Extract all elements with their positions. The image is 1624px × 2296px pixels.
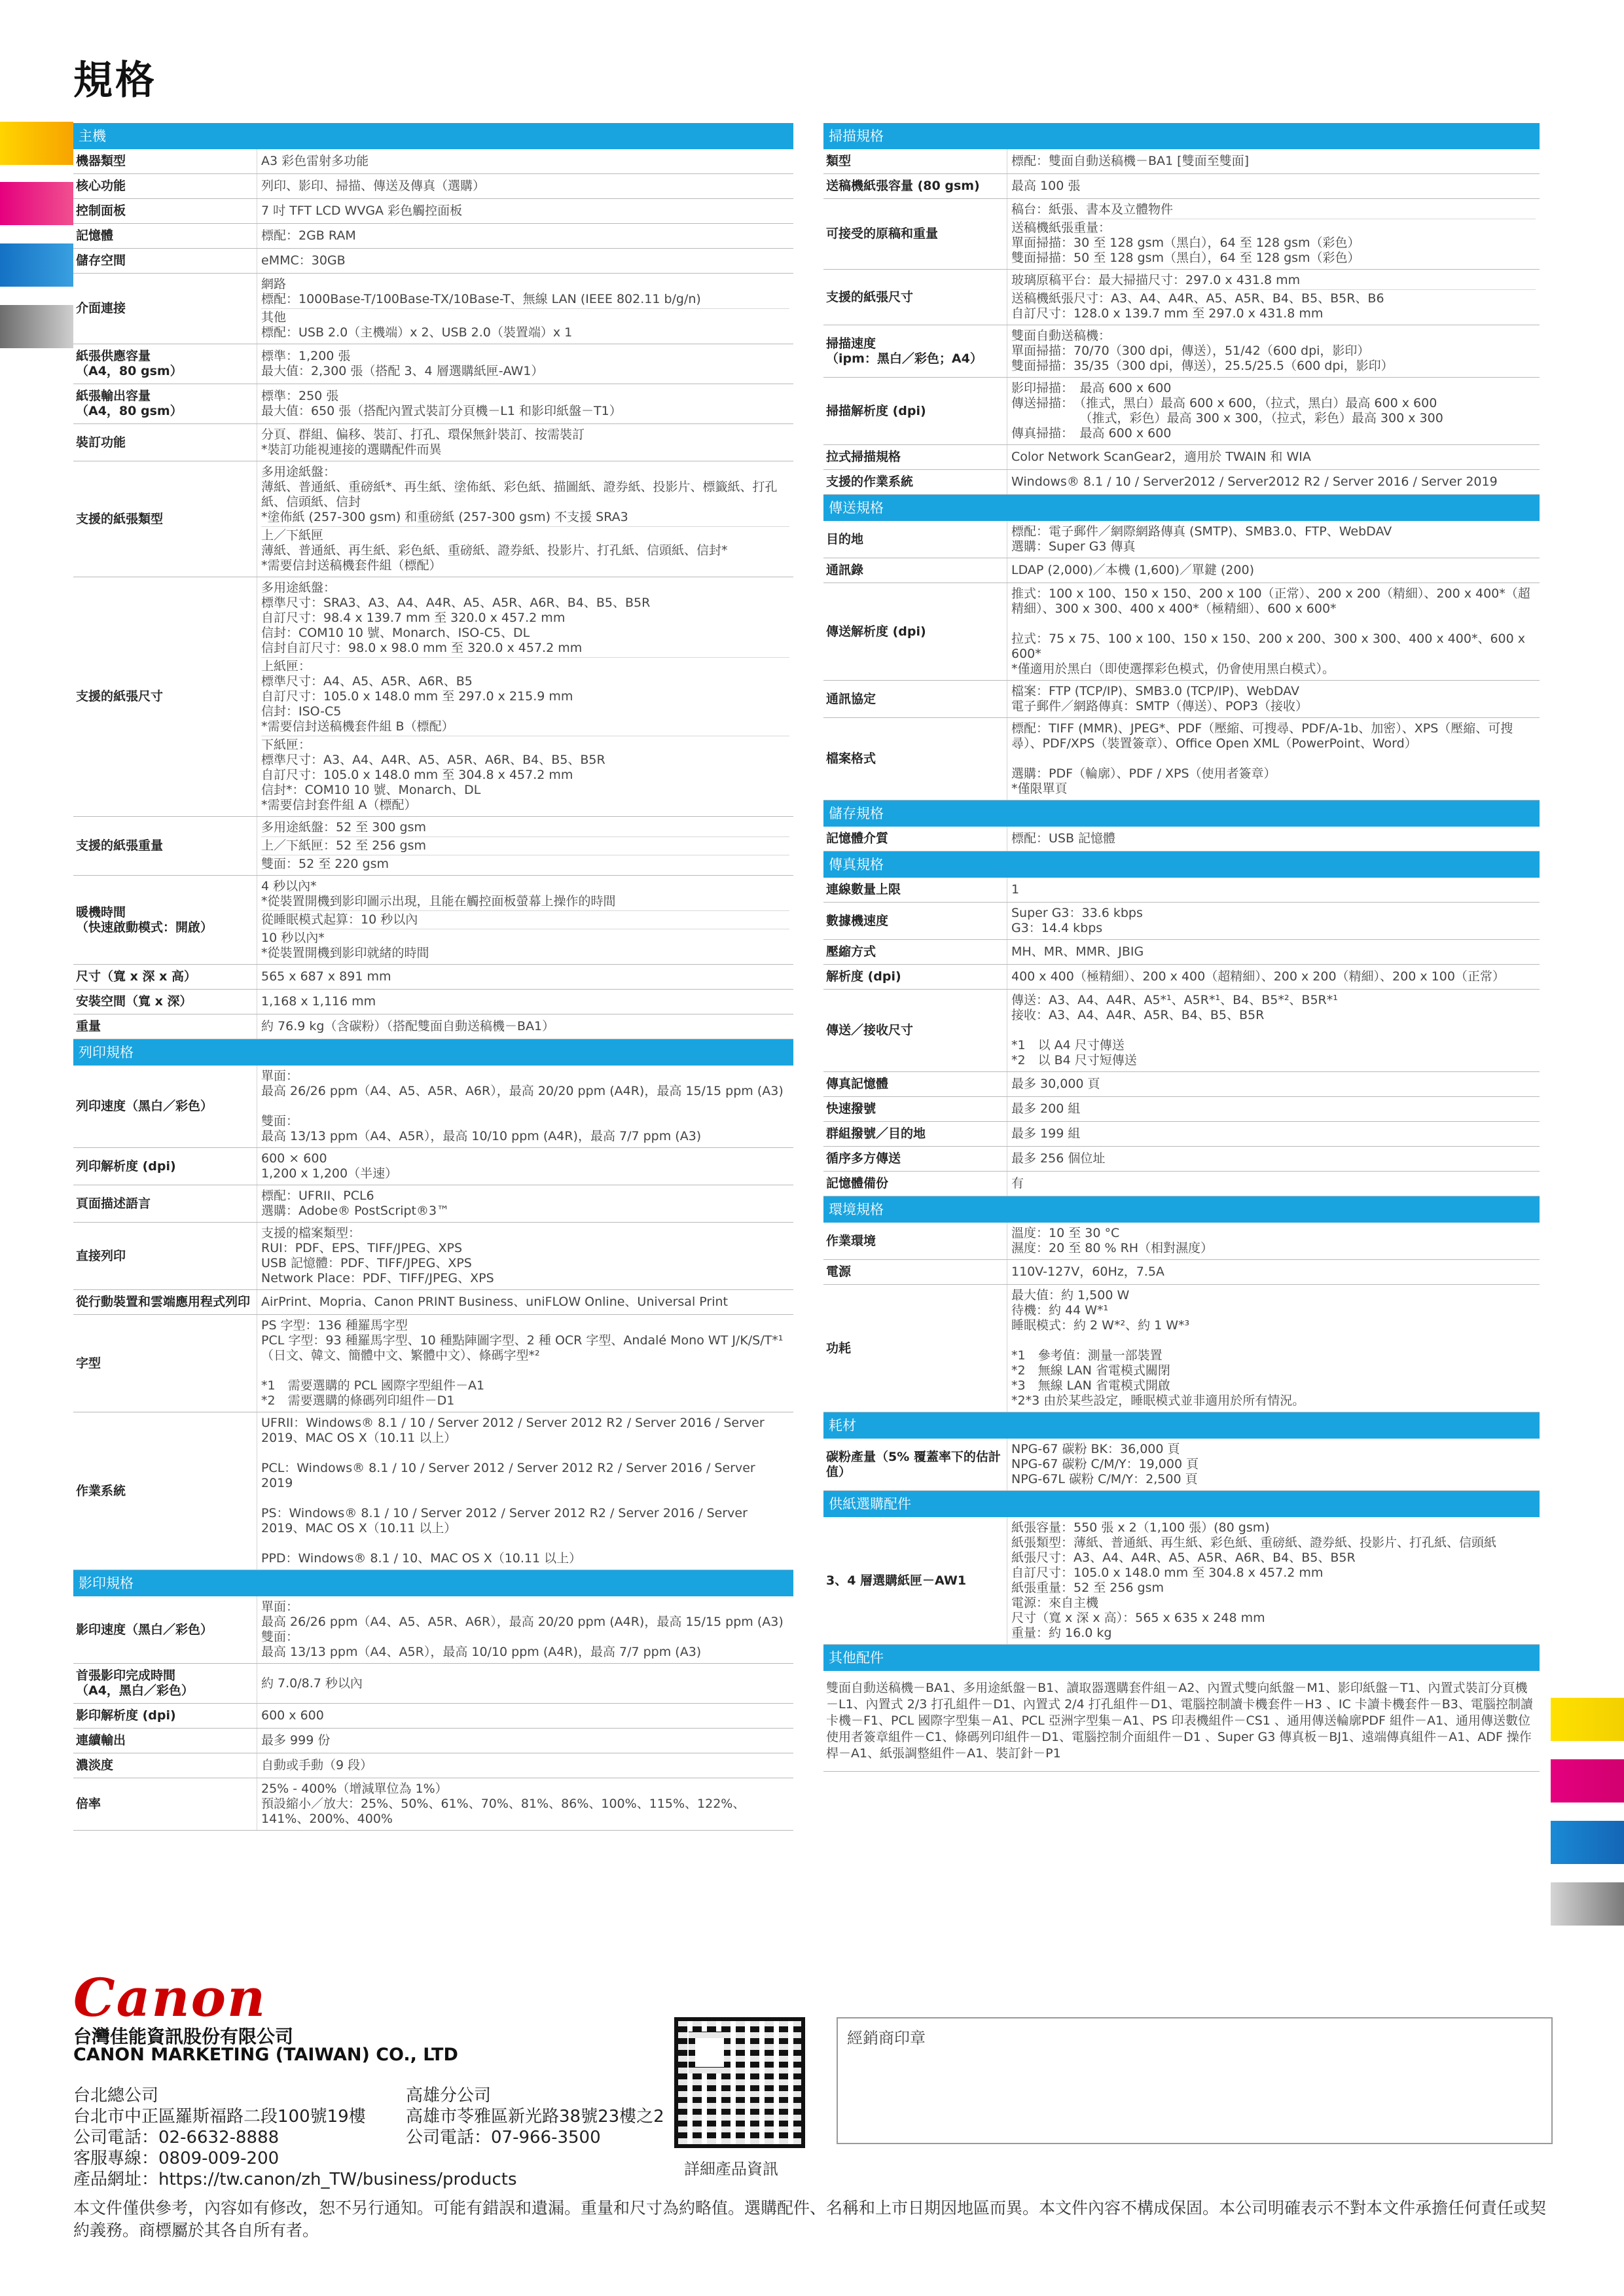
spec-value-line: 紙張容量：550 張 x 2（1,100 張）(80 gsm) 紙張類型：薄紙、普通紙、再生紙、彩色紙、重磅紙、證券紙、投影片、打孔紙、信頭紙 紙張尺寸：A3、A4、A4R、A5、A5R、A6R、B4、B5、B5R 自訂尺寸：105.0 x 148.0 mm 至 304.8 x 457.2 mm 紙張重量：52 至 256 gsm 電源：來自主機 尺寸（寬 x 深 x 高）：565 x 635 x 248 mm 重量：約 16.0 kg <box>1011 1520 1497 1640</box>
section-header: 傳真規格 <box>823 852 1540 878</box>
spec-label: 支援的紙張重量 <box>73 817 257 875</box>
spec-value <box>1007 681 1540 717</box>
spec-value-line: 標配：2GB RAM <box>261 228 356 243</box>
spec-value <box>257 1704 793 1728</box>
spec-value <box>257 384 793 423</box>
spec-value <box>257 1185 793 1222</box>
spec-label: 從行動裝置和雲端應用程式列印 <box>73 1290 257 1314</box>
spec-row <box>823 1439 1540 1491</box>
spec-value <box>257 1778 793 1830</box>
spec-value-line: 標配：雙面自動送稿機－BA1 [雙面至雙面] <box>1011 154 1249 168</box>
spec-value <box>1007 378 1540 444</box>
spec-row <box>823 1260 1540 1285</box>
spec-label: 記憶體備份 <box>823 1172 1007 1196</box>
spec-label: 作業系統 <box>73 1412 257 1570</box>
spec-label: 尺寸（寬 x 深 x 高） <box>73 965 257 989</box>
spec-label: 送稿機紙張容量 (80 gsm) <box>823 174 1007 198</box>
spec-value-line: Color Network ScanGear2，適用於 TWAIN 和 WIA <box>1011 450 1311 464</box>
spec-row <box>73 274 793 344</box>
color-tab-yellow <box>0 122 73 165</box>
spec-label: 倍率 <box>73 1778 257 1830</box>
spec-value <box>1007 1122 1540 1146</box>
spec-row <box>823 903 1540 940</box>
spec-row <box>73 1729 793 1753</box>
section-header: 耗材 <box>823 1412 1540 1439</box>
spec-value-line: 600 × 600 1,200 x 1,200（半速） <box>261 1151 398 1181</box>
spec-value <box>1007 1260 1540 1284</box>
spec-label: 裝訂功能 <box>73 424 257 461</box>
section-header: 主機 <box>73 123 793 149</box>
spec-value <box>257 876 793 964</box>
spec-value-line: 網路 標配：1000Base-T/100Base-TX/10Base-T、無線 LAN (IEEE 802.11 b/g/n) <box>261 277 701 306</box>
spec-row <box>823 378 1540 445</box>
spec-value-line: A3 彩色雷射多功能 <box>261 154 369 168</box>
spec-label: 連線數量上限 <box>823 878 1007 902</box>
disclaimer: 本文件僅供參考，內容如有修改，恕不另行通知。可能有錯誤和遺漏。重量和尺寸為約略值。選購配件、名稱和上市日期因地區而異。本文件內容不構成保固。本公司明確表示不對本文件承擔任何責任或契約義務。商標屬於其各自所有者。 <box>73 2198 1547 2240</box>
spec-row <box>823 1172 1540 1196</box>
spec-value-line: 標準：1,200 張 最大值：2,300 張（搭配 3、4 層選購紙匣-AW1） <box>261 349 544 378</box>
spec-row <box>823 558 1540 583</box>
spec-row <box>73 1066 793 1148</box>
spec-value <box>1007 199 1540 269</box>
spec-value <box>257 1290 793 1314</box>
spec-value <box>257 424 793 461</box>
spec-row <box>73 1014 793 1039</box>
spec-row <box>823 878 1540 903</box>
spec-value <box>1007 583 1540 680</box>
spec-value-line: 自動或手動（9 段） <box>261 1758 373 1772</box>
spec-value-line: 推式：100 x 100、150 x 150、200 x 100（正常）、200 x 200（精細）、200 x 400*（超精細）、300 x 300、400 x 400*（極精細）、600 x 600* 拉式：75 x 75、100 x 100、150 x 150、200 x 200、300 x 300、400 x 400*、600 x 600* *僅適用於黑白（即使選擇彩色模式，仍會使用黑白模式）。 <box>1011 586 1530 676</box>
spec-label: 首張影印完成時間 （A4，黑白／彩色） <box>73 1664 257 1703</box>
spec-value-line: 最大值：約 1,500 W 待機：約 44 W*¹ 睡眠模式：約 2 W*²、約 1 W*³ *1 參考值：測量一部裝置 *2 無線 LAN 省電模式關閉 *3 無線 LAN 省電模式開啟 *2*3 由於某些設定，睡眠模式並非適用於所有情況。 <box>1011 1288 1305 1408</box>
spec-value-line: 最多 256 個位址 <box>1011 1151 1106 1166</box>
spec-value <box>1007 445 1540 469</box>
spec-value-line: 最多 30,000 頁 <box>1011 1077 1100 1091</box>
spec-row <box>73 199 793 224</box>
service-info: 客服專線：0809-009-200 產品網址：https://tw.canon/zh_TW/business/products <box>73 2149 517 2189</box>
spec-value <box>1007 827 1540 851</box>
kaohsiung-office: 高雄分公司 高雄市苓雅區新光路38號23樓之2 公司電話：07-966-3500 <box>406 2086 664 2147</box>
spec-value <box>257 461 793 577</box>
spec-value <box>1007 470 1540 494</box>
spec-value <box>257 1729 793 1753</box>
spec-label: 通訊協定 <box>823 681 1007 717</box>
spec-row <box>73 1596 793 1664</box>
spec-row <box>73 1704 793 1729</box>
spec-label: 安裝空間（寬 x 深） <box>73 990 257 1014</box>
spec-label: 壓縮方式 <box>823 940 1007 964</box>
spec-row <box>73 1223 793 1290</box>
spec-value-line: 影印掃描： 最高 600 x 600 傳送掃描： （推式，黑白）最高 600 x 600，（拉式，黑白）最高 600 x 600 （推式，彩色）最高 300 x 300，（拉式，彩色）最高 300 x 300 傳真掃描： 最高 600 x 600 <box>1011 381 1443 440</box>
spec-row <box>73 174 793 199</box>
spec-row <box>823 583 1540 681</box>
company-name-zh: 台灣佳能資訊股份有限公司 <box>73 2026 294 2047</box>
spec-label: 濃淡度 <box>73 1753 257 1778</box>
spec-row <box>73 965 793 990</box>
color-tab-blue <box>0 243 73 287</box>
spec-value <box>1007 878 1540 902</box>
spec-label: 功耗 <box>823 1285 1007 1412</box>
spec-value-line: eMMC：30GB <box>261 253 346 268</box>
spec-label: 儲存空間 <box>73 249 257 273</box>
spec-value-line: 上／下紙匣 薄紙、普通紙、再生紙、彩色紙、重磅紙、證券紙、投影片、打孔紙、信頭紙、信封* *需要信封送稿機套件組（標配） <box>261 526 789 575</box>
spec-value-line: 110V-127V，60Hz，7.5A <box>1011 1265 1164 1279</box>
spec-value-line: 雙面：52 至 220 gsm <box>261 855 789 873</box>
section-header: 其他配件 <box>823 1645 1540 1671</box>
spec-value-line: 最高 100 張 <box>1011 179 1081 193</box>
spec-value <box>257 965 793 989</box>
spec-value-line: 標配：UFRII、PCL6 選購：Adobe® PostScript®3™ <box>261 1189 450 1218</box>
spec-value-line: 有 <box>1011 1176 1024 1191</box>
spec-row <box>823 965 1540 990</box>
spec-row <box>823 1147 1540 1172</box>
spec-value-line: 600 x 600 <box>261 1708 324 1723</box>
spec-label: 紙張供應容量 （A4，80 gsm） <box>73 344 257 384</box>
spec-value-line: 送稿機紙張尺寸：A3、A4、A4R、A5、A5R、B4、B5、B5R、B6 自訂尺寸：128.0 x 139.7 mm 至 297.0 x 431.8 mm <box>1011 289 1536 323</box>
spec-value-line: 送稿機紙張重量： 單面掃描：30 至 128 gsm（黑白），64 至 128 gsm（彩色） 雙面掃描：50 至 128 gsm（黑白），64 至 128 gsm（彩色） <box>1011 219 1536 267</box>
spec-value <box>257 577 793 816</box>
spec-label: 群組撥號／目的地 <box>823 1122 1007 1146</box>
spec-row <box>73 1664 793 1704</box>
spec-value <box>257 1223 793 1289</box>
section-header: 列印規格 <box>73 1039 793 1066</box>
spec-value-line: 4 秒以內* *從裝置開機到影印圖示出現，且能在觸控面板螢幕上操作的時間 <box>261 879 616 908</box>
spec-row <box>823 940 1540 965</box>
spec-value-line: 多用途紙盤：52 至 300 gsm <box>261 820 427 834</box>
page-title: 規格 <box>73 58 157 103</box>
spec-value-line: 標配：電子郵件／網際網路傳真 (SMTP)、SMB3.0、FTP、WebDAV 選購：Super G3 傳真 <box>1011 524 1392 554</box>
color-tab-gray-right <box>1551 1882 1624 1926</box>
spec-value-line: MH、MR、MMR、JBIG <box>1011 944 1144 959</box>
spec-row <box>73 1148 793 1185</box>
spec-value <box>257 344 793 384</box>
spec-value <box>257 817 793 875</box>
spec-label: 連續輸出 <box>73 1729 257 1753</box>
spec-label: 傳真記憶體 <box>823 1072 1007 1096</box>
spec-value-line: PS 字型：136 種羅馬字型 PCL 字型：93 種羅馬字型、10 種點陣圖字型、2 種 OCR 字型、Andalé Mono WT J/K/S/T*¹（日文、韓文、簡體中文、繁體中文）、條碼字型*² *1 需要選購的 PCL 國際字型組件－A1 *2 需要選購的條碼列印組件－D1 <box>261 1318 784 1408</box>
spec-value <box>1007 149 1540 173</box>
spec-value-line: 約 7.0/8.7 秒以內 <box>261 1676 363 1691</box>
spec-value-line: 約 76.9 kg（含碳粉）（搭配雙面自動送稿機－BA1） <box>261 1019 555 1033</box>
spec-label: 列印解析度 (dpi) <box>73 1148 257 1185</box>
spec-value <box>1007 1097 1540 1121</box>
spec-label: 目的地 <box>823 521 1007 558</box>
spec-row <box>823 270 1540 325</box>
spec-value-line: AirPrint、Mopria、Canon PRINT Business、uniFLOW Online、Universal Print <box>261 1295 728 1309</box>
spec-row <box>73 1315 793 1412</box>
spec-label: 電源 <box>823 1260 1007 1284</box>
spec-row <box>73 876 793 965</box>
spec-value <box>1007 325 1540 377</box>
spec-value-line: 列印、影印、掃描、傳送及傳真（選購） <box>261 179 486 193</box>
spec-label: 循序多方傳送 <box>823 1147 1007 1171</box>
spec-value <box>257 990 793 1014</box>
spec-row <box>823 827 1540 852</box>
spec-row <box>823 445 1540 470</box>
spec-label: 數據機速度 <box>823 903 1007 939</box>
color-tab-blue-right <box>1551 1821 1624 1864</box>
section-header: 供紙選購配件 <box>823 1491 1540 1517</box>
spec-row <box>823 1122 1540 1147</box>
spec-value <box>1007 1172 1540 1196</box>
spec-value <box>1007 990 1540 1071</box>
spec-value <box>257 274 793 344</box>
spec-value-line: 25% - 400%（增減單位為 1%） 預設縮小／放大：25%、50%、61%、70%、81%、86%、100%、115%、122%、141%、200%、400% <box>261 1782 746 1826</box>
spec-label: 傳送／接收尺寸 <box>823 990 1007 1071</box>
spec-label: 掃描解析度 (dpi) <box>823 378 1007 444</box>
spec-row <box>823 1223 1540 1260</box>
spec-value-line: 單面： 最高 26/26 ppm（A4、A5、A5R、A6R），最高 20/20 ppm (A4R)，最高 15/15 ppm (A3) 雙面： 最高 13/13 ppm（A4、A5R），最高 10/10 ppm (A4R)，最高 7/7 ppm (A3) <box>261 1069 784 1143</box>
spec-value-line: 10 秒以內* *從裝置開機到影印就緒的時間 <box>261 929 789 962</box>
spec-row <box>823 149 1540 174</box>
spec-value-line: 稿台：紙張、書本及立體物件 <box>1011 202 1174 217</box>
left-spec-column <box>73 123 793 1831</box>
dealer-stamp-box <box>837 2017 1553 2144</box>
spec-row <box>73 1290 793 1315</box>
spec-label: 記憶體 <box>73 224 257 248</box>
spec-value <box>257 1664 793 1703</box>
spec-value <box>1007 1285 1540 1412</box>
spec-value <box>257 1315 793 1412</box>
spec-row <box>823 199 1540 270</box>
spec-row <box>73 1412 793 1570</box>
spec-value-line: 上／下紙匣：52 至 256 gsm <box>261 836 789 855</box>
spec-value <box>1007 1517 1540 1644</box>
spec-label: 解析度 (dpi) <box>823 965 1007 989</box>
spec-value <box>257 1014 793 1039</box>
spec-value <box>1007 270 1540 325</box>
spec-row <box>73 990 793 1014</box>
dealer-stamp-label: 經銷商印章 <box>847 2029 926 2047</box>
spec-value-line: Super G3：33.6 kbps G3：14.4 kbps <box>1011 906 1143 935</box>
spec-label: 支援的紙張類型 <box>73 461 257 577</box>
spec-value <box>1007 1147 1540 1171</box>
spec-value-line: 最多 200 組 <box>1011 1102 1081 1116</box>
qr-label: 詳細產品資訊 <box>684 2160 778 2178</box>
section-header: 儲存規格 <box>823 800 1540 827</box>
taipei-office: 台北總公司 台北市中正區羅斯福路二段100號19樓 公司電話：02-6632-8888 <box>73 2086 366 2147</box>
spec-value <box>257 1412 793 1570</box>
spec-label: 核心功能 <box>73 174 257 198</box>
spec-row <box>823 1072 1540 1097</box>
spec-row <box>823 521 1540 558</box>
spec-value <box>1007 1439 1540 1490</box>
spec-value-line: 支援的檔案類型： RUI：PDF、EPS、TIFF/JPEG、XPS USB 記憶體：PDF、TIFF/JPEG、XPS Network Place：PDF、TIFF/JPEG、XPS <box>261 1226 494 1285</box>
spec-label: 快速撥號 <box>823 1097 1007 1121</box>
spec-label: 傳送解析度 (dpi) <box>823 583 1007 680</box>
spec-label: 記憶體介質 <box>823 827 1007 851</box>
color-tab-magenta-right <box>1551 1759 1624 1803</box>
spec-label: 拉式掃描規格 <box>823 445 1007 469</box>
spec-label: 類型 <box>823 149 1007 173</box>
spec-label: 介面連接 <box>73 274 257 344</box>
spec-row <box>73 461 793 577</box>
spec-row <box>823 990 1540 1072</box>
spec-label: 支援的作業系統 <box>823 470 1007 494</box>
spec-row <box>73 224 793 249</box>
spec-row <box>823 325 1540 378</box>
spec-value <box>1007 718 1540 800</box>
spec-label: 可接受的原稿和重量 <box>823 199 1007 269</box>
spec-value <box>257 174 793 198</box>
spec-label: 支援的紙張尺寸 <box>823 270 1007 325</box>
spec-value-line: 7 吋 TFT LCD WVGA 彩色觸控面板 <box>261 204 463 218</box>
spec-label: 機器類型 <box>73 149 257 173</box>
spec-value-line: 最多 999 份 <box>261 1733 331 1748</box>
spec-value-line: UFRII：Windows® 8.1 / 10 / Server 2012 / Server 2012 R2 / Server 2016 / Server 2019、MAC OS X（10.11 以上） PCL：Windows® 8.1 / 10 / Server 2012 / Server 2012 R2 / Server 2016 / Server 2019 PS：Windows® 8.1 / 10 / Server 2012 / Server 2012 R2 / Server 2016 / Server 2019、MAC OS X（10.11 以上） PPD：Windows® 8.1 / 10、MAC OS X（10.11 以上） <box>261 1416 765 1566</box>
spec-value-line: 玻璃原稿平台：最大掃描尺寸：297.0 x 431.8 mm <box>1011 273 1301 287</box>
spec-value-line: 多用途紙盤： 標準尺寸：SRA3、A3、A4、A4R、A5、A5R、A6R、B4、B5、B5R 自訂尺寸：98.4 x 139.7 mm 至 320.0 x 457.2 mm 信封：COM10 10 號、Monarch、ISO-C5、DL 信封自訂尺寸：98.0 x 98.0 mm 至 320.0 x 457.2 mm <box>261 581 651 655</box>
section-header: 影印規格 <box>73 1570 793 1596</box>
spec-row <box>73 249 793 274</box>
spec-value-line: 傳送：A3、A4、A4R、A5*¹、A5R*¹、B4、B5*²、B5R*¹ 接收：A3、A4、A4R、A5R、B4、B5、B5R *1 以 A4 尺寸傳送 *2 以 B4 尺寸短傳送 <box>1011 993 1338 1067</box>
spec-label: 3、4 層選購紙匣－AW1 <box>823 1517 1007 1644</box>
spec-value <box>257 149 793 173</box>
spec-value <box>257 1596 793 1663</box>
section-header: 掃描規格 <box>823 123 1540 149</box>
spec-label: 直接列印 <box>73 1223 257 1289</box>
spec-value-line: 其他 標配：USB 2.0（主機端）x 2、USB 2.0（裝置端）x 1 <box>261 308 789 342</box>
spec-value-line: 單面： 最高 26/26 ppm（A4、A5、A5R、A6R），最高 20/20 ppm (A4R)，最高 15/15 ppm (A3) 雙面： 最高 13/13 ppm（A4、A5R），最高 10/10 ppm (A4R)，最高 7/7 ppm (A3) <box>261 1600 784 1659</box>
spec-value-line: 1 <box>1011 882 1020 897</box>
spec-value <box>1007 174 1540 198</box>
spec-value <box>1007 521 1540 558</box>
spec-label: 支援的紙張尺寸 <box>73 577 257 816</box>
spec-value <box>257 1753 793 1778</box>
spec-label: 影印解析度 (dpi) <box>73 1704 257 1728</box>
spec-value-line: 分頁、群組、偏移、裝訂、打孔、環保無針裝訂、按需裝訂 *裝訂功能視連接的選購配件而異 <box>261 427 585 457</box>
spec-value-line: 400 x 400（極精細）、200 x 400（超精細）、200 x 200（精細）、200 x 100（正常） <box>1011 969 1505 984</box>
spec-label: 作業環境 <box>823 1223 1007 1259</box>
spec-label: 碳粉產量（5% 覆蓋率下的估計值） <box>823 1439 1007 1490</box>
spec-row <box>823 718 1540 800</box>
spec-row <box>823 1285 1540 1412</box>
spec-label: 列印速度（黑白／彩色） <box>73 1066 257 1147</box>
canon-logo: Canon <box>73 1967 267 2028</box>
spec-row <box>73 424 793 461</box>
spec-row <box>73 817 793 876</box>
spec-value <box>257 1066 793 1147</box>
spec-row <box>823 470 1540 495</box>
spec-row <box>823 1097 1540 1122</box>
spec-row <box>73 577 793 817</box>
spec-value-line: 標準：250 張 最大值：650 張（搭配內置式裝訂分頁機－L1 和影印紙盤－T1） <box>261 389 622 418</box>
spec-value <box>1007 558 1540 583</box>
section-header: 環境規格 <box>823 1196 1540 1223</box>
spec-value-line: 檔案：FTP (TCP/IP)、SMB3.0 (TCP/IP)、WebDAV 電子郵件／網路傳真：SMTP（傳送）、POP3（接收） <box>1011 684 1308 713</box>
spec-label: 紙張輸出容量 （A4，80 gsm） <box>73 384 257 423</box>
spec-value <box>257 224 793 248</box>
spec-row <box>823 681 1540 718</box>
spec-label: 暖機時間 （快速啟動模式：開啟） <box>73 876 257 964</box>
spec-value-line: 下紙匣： 標準尺寸：A3、A4、A4R、A5、A5R、A6R、B4、B5、B5R 自訂尺寸：105.0 x 148.0 mm 至 304.8 x 457.2 mm 信封*：COM10 10 號、Monarch、DL *需要信封套件組 A（標配） <box>261 736 789 814</box>
spec-label: 頁面描述語言 <box>73 1185 257 1222</box>
spec-value-line: 多用途紙盤： 薄紙、普通紙、重磅紙*、再生紙、塗佈紙、彩色紙、描圖紙、證券紙、投影片、標籤紙、打孔紙、信頭紙、信封 *塗佈紙 (257-300 gsm) 和重磅紙 (257-300 gsm) 不支援 SRA3 <box>261 465 778 524</box>
spec-label: 通訊錄 <box>823 558 1007 583</box>
color-tab-yellow-right <box>1551 1698 1624 1741</box>
spec-value-line: 雙面自動送稿機： 單面掃描：70/70（300 dpi，傳送），51/42（600 dpi，影印） 雙面掃描：35/35（300 dpi，傳送），25.5/25.5（600 dpi，影印） <box>1011 329 1394 373</box>
section-header: 傳送規格 <box>823 495 1540 521</box>
spec-row <box>823 174 1540 199</box>
spec-value-line: NPG-67 碳粉 BK：36,000 頁 NPG-67 碳粉 C/M/Y：19,000 頁 NPG-67L 碳粉 C/M/Y：2,500 頁 <box>1011 1442 1199 1486</box>
spec-label: 控制面板 <box>73 199 257 223</box>
spec-value <box>1007 965 1540 989</box>
spec-value <box>257 199 793 223</box>
spec-value-line: Windows® 8.1 / 10 / Server2012 / Server2012 R2 / Server 2016 / Server 2019 <box>1011 475 1498 489</box>
spec-value-line: 上紙匣： 標準尺寸：A4、A5、A5R、A6R、B5 自訂尺寸：105.0 x 148.0 mm 至 297.0 x 215.9 mm 信封：ISO-C5 *需要信封送稿機套件組 B（標配） <box>261 657 789 736</box>
spec-value-line: 最多 199 組 <box>1011 1126 1081 1141</box>
spec-value-line: 標配：TIFF (MMR)、JPEG*、PDF（壓縮、可搜尋、PDF/A-1b、加密）、XPS（壓縮、可搜尋）、PDF/XPS（裝置簽章）、Office Open XML（PowerPoint、Word） 選購：PDF（輪廓）、PDF / XPS（使用者簽章） *僅限單頁 <box>1011 721 1513 796</box>
spec-value <box>1007 1223 1540 1259</box>
company-name-en: CANON MARKETING (TAIWAN) CO., LTD <box>73 2045 458 2065</box>
spec-value-line: 溫度：10 至 30 °C 濕度：20 至 80 % RH（相對濕度） <box>1011 1226 1214 1255</box>
spec-value <box>1007 1072 1540 1096</box>
spec-row <box>823 1517 1540 1645</box>
color-tab-magenta <box>0 182 73 225</box>
spec-row <box>73 149 793 174</box>
spec-label: 字型 <box>73 1315 257 1412</box>
spec-row <box>73 384 793 424</box>
accessories-list: 雙面自動送稿機－BA1、多用途紙盤－B1、讀取器選購套件組－A2、內置式雙向紙盤－M1、影印紙盤－T1、內置式裝訂分頁機－L1、內置式 2/3 打孔組件－D1、內置式 2/4 打孔組件－D1、電腦控制讀卡機套件－H3 、IC 卡讀卡機套件－B3、電腦控制讀卡機－F1、PCL 國際字型集－A1、PCL 亞洲字型集－A1、PS 印表機組件－CS1 、通用傳送輪廓PDF 組件－A1、通用傳送數位使用者簽章組件－C1、條碼列印組件－D1、電腦控制介面組件－D1 、Super G3 傳真板－BJ1、遠端傳真組件－A1、ADF 操作桿－A1、紙張調整組件－A1、裝訂針－P1 <box>823 1671 1540 1772</box>
color-tab-gray <box>0 305 73 348</box>
spec-value <box>1007 903 1540 939</box>
spec-row <box>73 1185 793 1223</box>
spec-value <box>257 249 793 273</box>
spec-label: 影印速度（黑白／彩色） <box>73 1596 257 1663</box>
spec-value-line: 1,168 x 1,116 mm <box>261 994 376 1009</box>
qr-code[interactable] <box>674 2017 805 2148</box>
spec-value-line: LDAP (2,000)／本機 (1,600)／單鍵 (200) <box>1011 563 1254 577</box>
spec-value-line: 565 x 687 x 891 mm <box>261 969 391 984</box>
spec-label: 重量 <box>73 1014 257 1039</box>
spec-value <box>1007 940 1540 964</box>
right-spec-column <box>823 123 1540 1772</box>
spec-value-line: 從睡眠模式起算：10 秒以內 <box>261 910 789 929</box>
spec-row <box>73 1753 793 1778</box>
spec-value <box>257 1148 793 1185</box>
spec-value-line: 標配：USB 記憶體 <box>1011 831 1116 846</box>
spec-row <box>73 344 793 384</box>
spec-label: 掃描速度 （ipm：黑白／彩色；A4） <box>823 325 1007 377</box>
spec-row <box>73 1778 793 1831</box>
spec-label: 檔案格式 <box>823 718 1007 800</box>
